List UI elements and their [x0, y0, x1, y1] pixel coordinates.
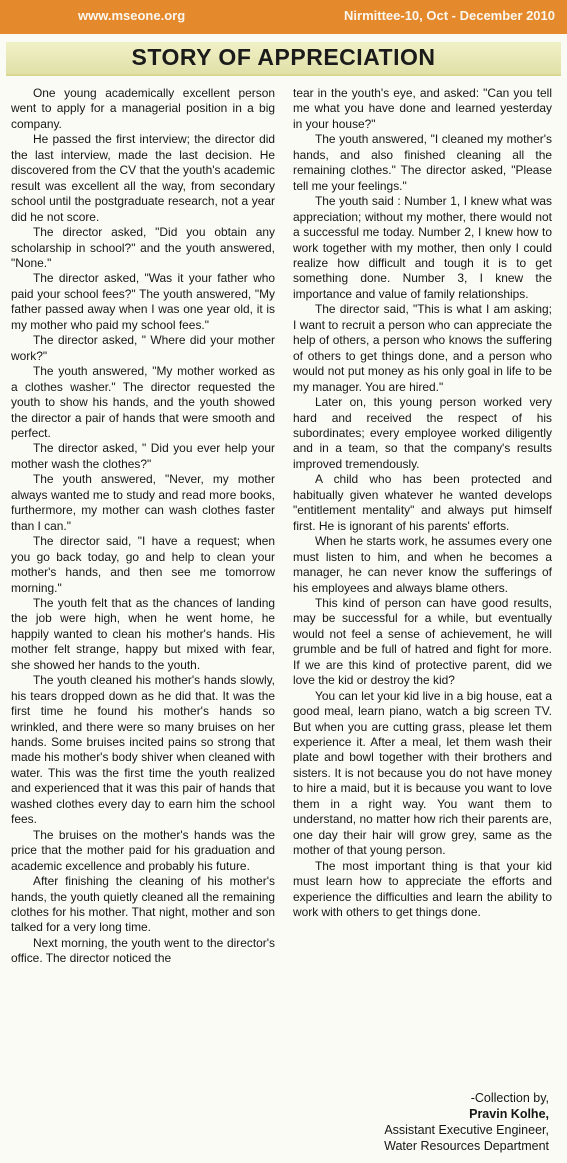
site-url[interactable]: www.mseone.org: [78, 8, 186, 23]
paragraph: The director asked, " Where did your mother work?": [11, 333, 275, 363]
paragraph: tear in the youth's eye, and asked: "Can you tell me what you have done and learned yesterday in your house?": [293, 86, 552, 131]
article-title: STORY OF APPRECIATION: [131, 44, 436, 70]
paragraph: A child who has been protected and habitually given whatever he wanted develops "entitlement mentality" and always put himself first. He is ignorant of his parents' efforts.: [293, 472, 552, 533]
title-banner: [6, 42, 561, 76]
paragraph: The director asked, "Was it your father who paid your school fees?" The youth answered, "My father passed away when I was one year old, it is my mother who paid my school fees.": [11, 271, 275, 332]
paragraph: You can let your kid live in a big house, eat a good meal, learn piano, watch a big screen TV. But when you are cutting grass, please let them experience it. After a meal, let them wash their plate and bowl together with their brothers and sisters. It is not because you do not have money to hire a maid, but it is because you want to love them in a right way. You want them to understand, no matter how rich their parents are, one day their hair will grow grey, same as the mother of that young person.: [293, 688, 552, 858]
paragraph: One young academically excellent person went to apply for a managerial position in a big company.: [11, 86, 275, 131]
paragraph: The director asked, " Did you ever help your mother wash the clothes?": [11, 441, 275, 471]
author-name: Pravin Kolhe,: [469, 1107, 549, 1121]
paragraph: The director asked, "Did you obtain any scholarship in school?" and the youth answered, "None.": [11, 225, 275, 270]
paragraph: The bruises on the mother's hands was the price that the mother paid for his graduation and academic excellence and probably his future.: [11, 827, 275, 873]
paragraph: When he starts work, he assumes every one must listen to him, and when he becomes a manager, he can never know the sufferings of his employees and always blame others.: [293, 534, 552, 595]
paragraph: The director said, "This is what I am asking; I want to recruit a person who can appreciate the help of others, a person who knows the suffering of others to get things done, and a person who would not put money as his only goal in life to be my manager. You are hired.": [293, 302, 552, 394]
left-column: [11, 86, 275, 967]
issue-label: Nirmittee-10, Oct - December 2010: [344, 8, 555, 23]
paragraph: He passed the first interview; the director did the last interview, made the last decision. He discovered from the CV that the youth's academic result was excellent all the way, from secondary school until the postgraduate research, not a year did he not score.: [11, 132, 275, 224]
author-role: Assistant Executive Engineer,: [384, 1123, 549, 1137]
paragraph: The most important thing is that your kid must learn how to appreciate the efforts and experience the difficulties and learn the ability to work with others to get things done.: [293, 858, 552, 920]
paragraph: This kind of person can have good results, may be successful for a while, but eventually would not feel a sense of achievement, he will grumble and be full of hatred and fight for more. If we are this kind of protective parent, did we love the kid or destroy the kid?: [293, 595, 552, 688]
right-column: [293, 86, 552, 920]
paragraph: The youth answered, "My mother worked as a clothes washer." The director requested the youth to show his hands, and the youth showed the director a pair of hands that were smooth and perfect.: [11, 364, 275, 440]
paragraph: The director said, "I have a request; when you go back today, go and help to clean your mother's hands, and then see me tomorrow morning.": [11, 534, 275, 595]
author-department: Water Resources Department: [384, 1139, 549, 1153]
paragraph: The youth cleaned his mother's hands slowly, his tears dropped down as he did that. It was the first time he found his mother's hands so wrinkled, and there were so many bruises on her hands. Some bruises incited pains so strong that made his mother's body shiver when cleaned with water. This was the first time the youth realized and experienced that it was this pair of hands that washed clothes every day to earn him the school fees.: [11, 673, 275, 827]
signature-block: [384, 1090, 549, 1154]
paragraph: The youth said : Number 1, I knew what was appreciation; without my mother, there would not a successful me today. Number 2, I knew how to work together with my mother, then only I could realize how difficult and tough it is to get something done. Number 3, I knew the importance and value of family relationships.: [293, 194, 552, 301]
paragraph: The youth answered, "I cleaned my mother's hands, and also finished cleaning all the remaining clothes." The director asked, "Please tell me your feelings.": [293, 132, 552, 193]
paragraph: The youth answered, "Never, my mother always wanted me to study and read more books, furthermore, my mother can wash clothes faster than I can.": [11, 472, 275, 533]
paragraph: The youth felt that as the chances of landing the job were high, when he went home, he happily wanted to clean his mother's hands. His mother felt strange, happy but mixed with fear, she showed her hands to the youth.: [11, 595, 275, 672]
paragraph: After finishing the cleaning of his mother's hands, the youth quietly cleaned all the remaining clothes for his mother. That night, mother and son talked for a very long time.: [11, 874, 275, 935]
paragraph: Later on, this young person worked very hard and received the respect of his subordinates; every employee worked diligently and in a team, so that the company's results improved tremendously.: [293, 395, 552, 471]
header-bar: [0, 0, 567, 34]
paragraph: Next morning, the youth went to the director's office. The director noticed the: [11, 935, 275, 966]
credit-line: -Collection by,: [470, 1091, 549, 1105]
